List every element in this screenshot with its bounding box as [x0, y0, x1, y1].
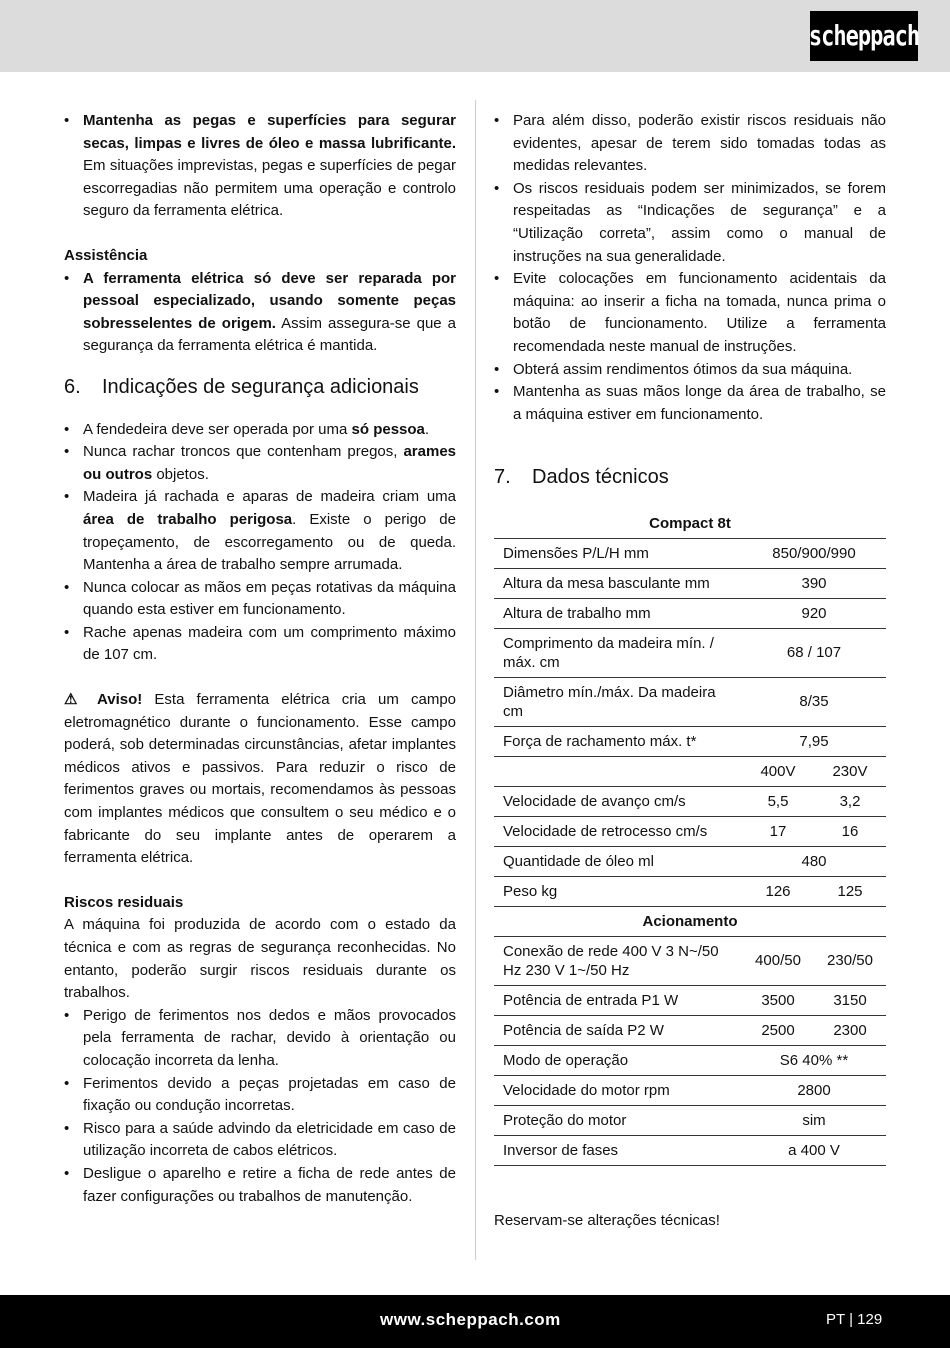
- table-row: [494, 1135, 886, 1165]
- text-run: Em situações imprevistas, pegas e superfícies de pegar escorregadias não permitem uma operação e controlo seguro da ferramenta elétrica.: [83, 157, 456, 220]
- row-value: 2500: [742, 1015, 814, 1045]
- text-run: arames ou outros: [83, 443, 456, 483]
- text-run: Mantenha as pegas e superfícies para segurar secas, limpas e livres de óleo e massa lubrificante.: [83, 112, 456, 152]
- bullet-item: [64, 486, 456, 576]
- table-row: [494, 936, 886, 985]
- text-run: Nunca rachar troncos que contenham pregos,: [83, 443, 404, 461]
- bullet-item: [64, 419, 456, 442]
- text-run: Assim assegura-se que a segurança da ferramenta elétrica é mantida.: [83, 314, 456, 355]
- row-value: S6 40% **: [742, 1045, 886, 1075]
- text-run: Assistência: [64, 246, 148, 264]
- column-divider: [475, 100, 476, 1260]
- text-run: Esta ferramenta elétrica cria um campo eletromagnético durante o funcionamento. Esse campo poderá, sob determinadas circunstâncias, afetar implantes médicos ativos e passivos. Para reduzir o risco de ferimentos graves ou mortais, recomendamos às pessoas com implantes médicos que consultem o seu médico e o fabricante do seu implante antes de operarem a ferramenta elétrica.: [64, 691, 457, 867]
- row-label: Altura de trabalho mm: [494, 598, 742, 628]
- row-value: 126: [742, 876, 814, 906]
- table-row: [494, 568, 886, 598]
- text-run: Evite colocações em funcionamento acidentais da máquina: ao inserir a ficha na tomada, nunca prima o botão de funcionamento. Utilize a ferramenta recomendada neste manual de instruções.: [513, 270, 886, 355]
- spacer: [494, 426, 886, 448]
- text-run: Mantenha as suas mãos longe da área de trabalho, se a máquina estiver em funcionamento.: [513, 383, 886, 423]
- row-label: Conexão de rede 400 V 3 N~/50 Hz 230 V 1~/50 Hz: [494, 936, 742, 985]
- table-row: [494, 985, 886, 1015]
- text-run: Os riscos residuais podem ser minimizados, se forem respeitadas as “Indicações de segurança” e a “Utilização correta”, assim como o manual de instruções na sua generalidade.: [513, 179, 886, 265]
- subheading: [64, 245, 456, 268]
- row-value: 230/50: [814, 936, 886, 985]
- text-run: Desligue o aparelho e retire a ficha de rede antes de fazer configurações ou trabalhos de manutenção.: [83, 1164, 456, 1205]
- row-label: Potência de entrada P1 W: [494, 985, 742, 1015]
- text-run: Rache apenas madeira com um comprimento máximo de 107 cm.: [83, 623, 456, 664]
- text-run: Nunca colocar as mãos em peças rotativas da máquina quando esta estiver em funcionamento.: [83, 578, 456, 619]
- table-row: [494, 628, 886, 677]
- text-run: A máquina foi produzida de acordo com o estado da técnica e com as regras de segurança reconhecidas. No entanto, poderão surgir riscos residuais durante os trabalhos.: [64, 916, 456, 1002]
- row-value: 17: [742, 816, 814, 846]
- row-label: Velocidade do motor rpm: [494, 1075, 742, 1105]
- text-run: A fendedeira deve ser operada por uma: [83, 420, 352, 438]
- text-run: . Existe o perigo de tropeçamento, de escorregamento ou de queda. Mantenha a área de trabalho sempre arrumada.: [83, 510, 456, 574]
- bullet-item: [494, 268, 886, 358]
- row-value: 480: [742, 846, 886, 876]
- text-run: área de trabalho perigosa: [83, 510, 293, 528]
- row-value: 230V: [814, 756, 886, 786]
- row-value: 5,5: [742, 786, 814, 816]
- bullet-item: [494, 359, 886, 382]
- row-label: Força de rachamento máx. t*: [494, 726, 742, 756]
- text-run: ⚠ Aviso!: [64, 691, 143, 709]
- row-label: Modo de operação: [494, 1045, 742, 1075]
- row-label: Inversor de fases: [494, 1135, 742, 1165]
- text-run: só pessoa: [351, 420, 425, 438]
- website-link[interactable]: www.scheppach.com: [380, 1310, 561, 1329]
- section-number: 7.: [494, 466, 511, 489]
- table-section-header: Acionamento: [494, 906, 886, 936]
- table-row: [494, 756, 886, 786]
- row-label: Altura da mesa basculante mm: [494, 568, 742, 598]
- bullet-item: [494, 178, 886, 268]
- row-label: Quantidade de óleo ml: [494, 846, 742, 876]
- row-value: a 400 V: [742, 1135, 886, 1165]
- bullet-item: [64, 441, 456, 486]
- subheading: [64, 892, 456, 915]
- row-label: Dimensões P/L/H mm: [494, 538, 742, 568]
- bullet-item: [64, 577, 456, 622]
- row-value: sim: [742, 1105, 886, 1135]
- row-label: Comprimento da madeira mín. / máx. cm: [494, 628, 742, 677]
- table-row: [494, 726, 886, 756]
- paragraph: [64, 914, 456, 1004]
- row-value: 8/35: [742, 677, 886, 726]
- language-code: PT: [826, 1311, 845, 1328]
- page-header: [0, 0, 950, 72]
- text-run: Obterá assim rendimentos ótimos da sua máquina.: [513, 360, 853, 378]
- technical-note: Reservam-se alterações técnicas!: [494, 1211, 720, 1229]
- table-row: [494, 1045, 886, 1075]
- text-run: Riscos residuais: [64, 893, 184, 911]
- row-value: 2800: [742, 1075, 886, 1105]
- table-row: [494, 876, 886, 906]
- text-run: Madeira já rachada e aparas de madeira criam uma: [83, 488, 456, 506]
- bullet-item: [64, 1118, 456, 1163]
- text-run: .: [424, 420, 430, 438]
- row-value: 3150: [814, 985, 886, 1015]
- bullet-item: [494, 381, 886, 426]
- bullet-item: [64, 622, 456, 667]
- table-row: [494, 1105, 886, 1135]
- text-run: Risco para a saúde advindo da eletricidade em caso de utilização incorreta de cabos elétricos.: [83, 1119, 456, 1160]
- text-run: objetos.: [152, 465, 209, 483]
- row-value: 68 / 107: [742, 628, 886, 677]
- text-run: A ferramenta elétrica só deve ser reparada por pessoal especializado, usando somente peças sobresselentes de origem.: [83, 269, 456, 332]
- row-value: 7,95: [742, 726, 886, 756]
- bullet-item: [64, 110, 456, 223]
- scheppach-logo: scheppach: [810, 11, 918, 61]
- row-value: 125: [814, 876, 886, 906]
- table-row: [494, 786, 886, 816]
- row-value: 16: [814, 816, 886, 846]
- text-run: Perigo de ferimentos nos dedos e mãos provocados pela ferramenta de rachar, devido à orientação ou colocação incorreta da lenha.: [83, 1006, 456, 1069]
- row-label: Velocidade de avanço cm/s: [494, 786, 742, 816]
- table-row: [494, 906, 886, 936]
- technical-data-table: [494, 509, 886, 1166]
- row-value: 920: [742, 598, 886, 628]
- section-heading: [64, 376, 456, 399]
- text-run: Indicações de segurança adicionais: [102, 375, 419, 398]
- paragraph: [64, 689, 456, 870]
- row-value: 2300: [814, 1015, 886, 1045]
- row-value: 3500: [742, 985, 814, 1015]
- table-row: [494, 1015, 886, 1045]
- row-label: [494, 756, 742, 786]
- row-value: 400/50: [742, 936, 814, 985]
- text-run: Ferimentos devido a peças projetadas em caso de fixação ou condução incorretas.: [83, 1074, 456, 1115]
- text-run: Dados técnicos: [532, 466, 669, 489]
- table-row: [494, 1075, 886, 1105]
- row-label: Proteção do motor: [494, 1105, 742, 1135]
- row-label: Potência de saída P2 W: [494, 1015, 742, 1045]
- row-label: Peso kg: [494, 876, 742, 906]
- page-num: 129: [857, 1311, 883, 1328]
- bullet-item: [64, 1005, 456, 1073]
- section-number: 6.: [64, 375, 81, 398]
- table-row: [494, 598, 886, 628]
- left-column: [64, 110, 456, 1208]
- page-number: PT | 129: [826, 1311, 883, 1328]
- table-title: Compact 8t: [494, 509, 886, 539]
- bullet-item: [64, 1073, 456, 1118]
- row-label: Velocidade de retrocesso cm/s: [494, 816, 742, 846]
- row-value: 390: [742, 568, 886, 598]
- bullet-item: [64, 268, 456, 358]
- section-heading: [494, 466, 886, 489]
- row-value: 3,2: [814, 786, 886, 816]
- row-value: 400V: [742, 756, 814, 786]
- table-row: [494, 816, 886, 846]
- table-row: [494, 846, 886, 876]
- page-footer: [0, 1295, 950, 1348]
- table-row: [494, 677, 886, 726]
- text-run: Para além disso, poderão existir riscos residuais não evidentes, apesar de terem sido tomadas todas as medidas relevantes.: [513, 112, 886, 175]
- right-column: [494, 110, 886, 1233]
- row-value: 850/900/990: [742, 538, 886, 568]
- bullet-item: [494, 110, 886, 178]
- table-row: [494, 538, 886, 568]
- bullet-item: [64, 1163, 456, 1208]
- row-label: Diâmetro mín./máx. Da madeira cm: [494, 677, 742, 726]
- spacer: [64, 667, 456, 689]
